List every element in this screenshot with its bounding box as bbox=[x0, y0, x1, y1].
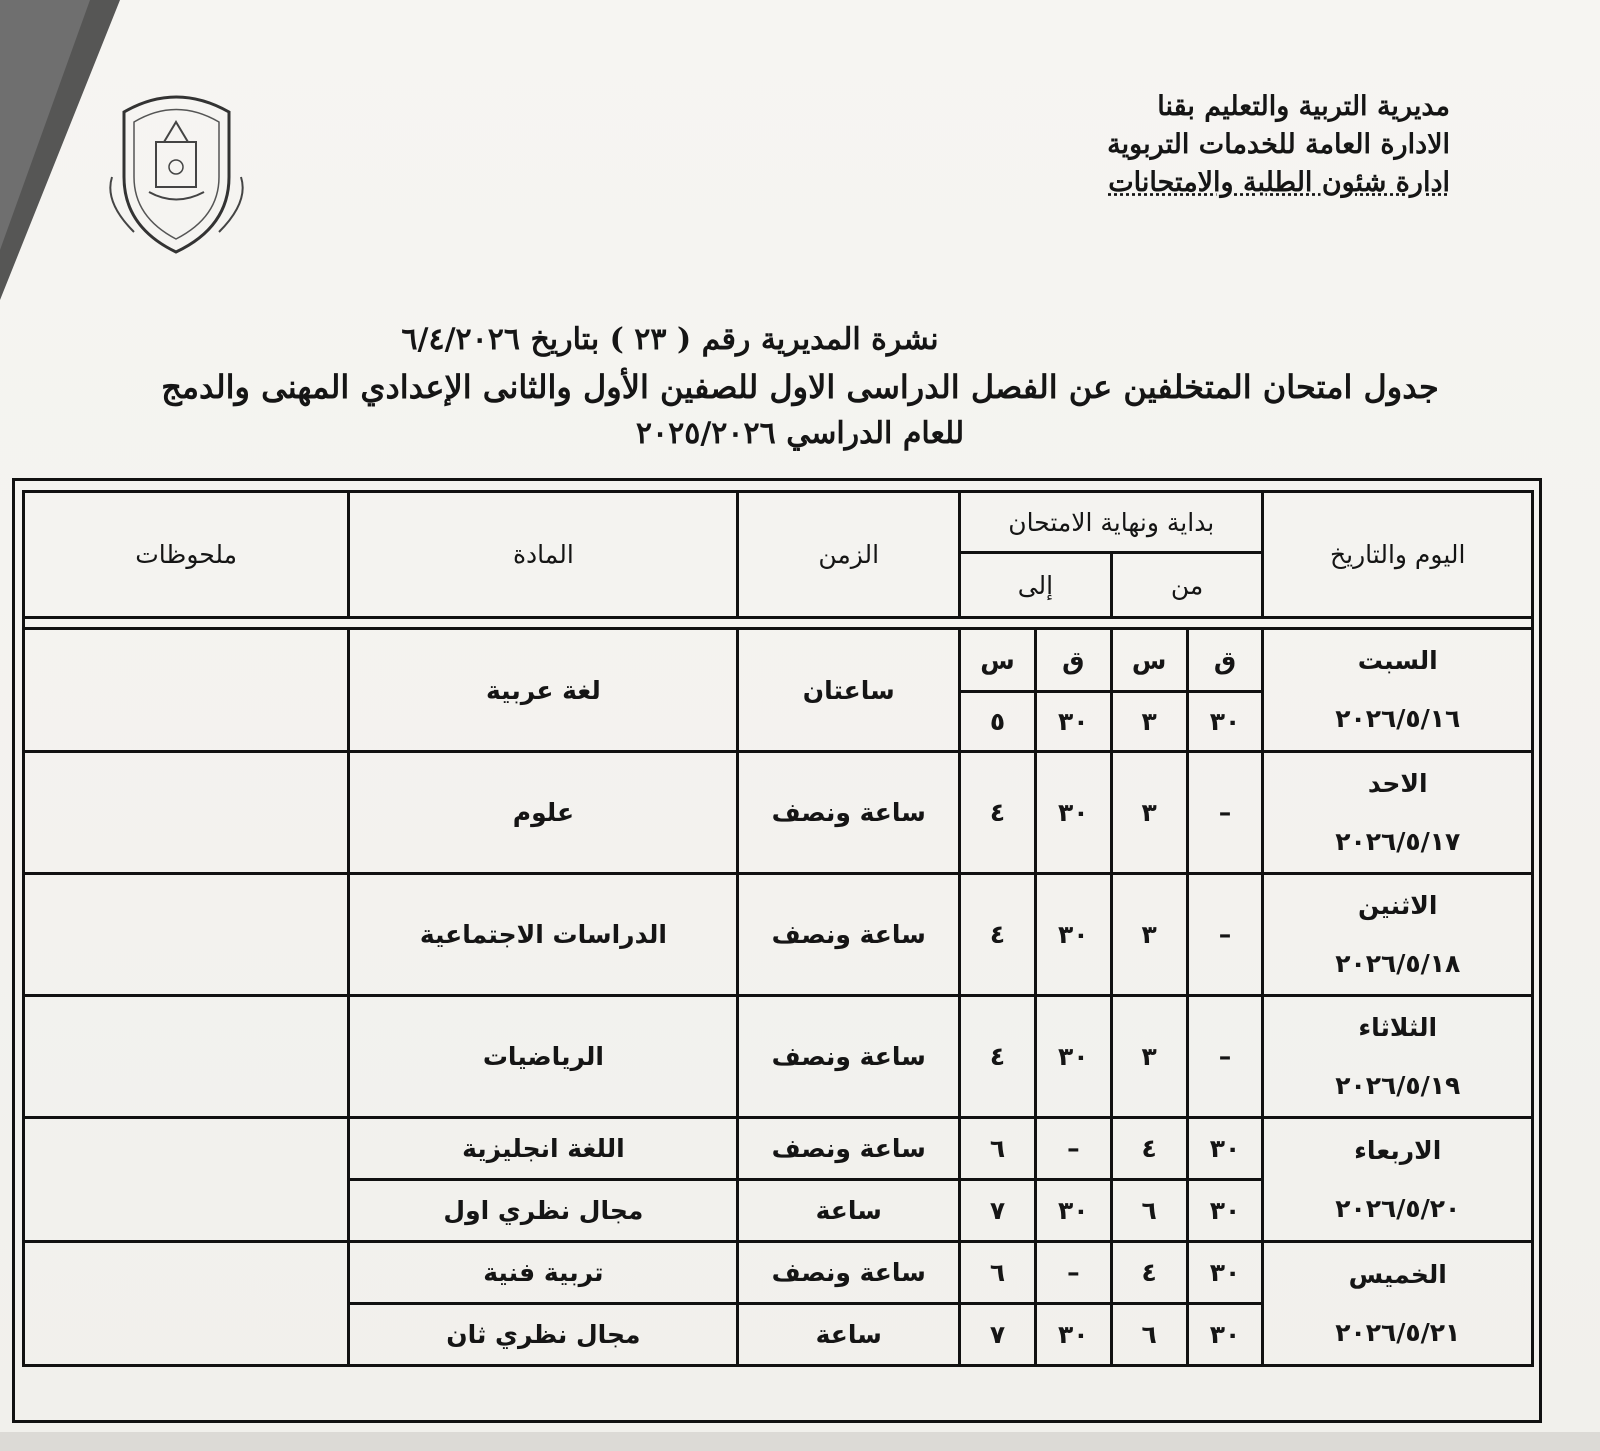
duration-cell: ساعتان bbox=[738, 629, 960, 752]
duration-cell: ساعة ونصف bbox=[738, 874, 960, 996]
notes-cell bbox=[24, 996, 349, 1118]
subject-cell: علوم bbox=[349, 752, 738, 874]
page-bottom-edge bbox=[0, 1432, 1600, 1451]
notes-cell bbox=[24, 629, 349, 752]
to-minute: ٣٠ bbox=[1035, 1180, 1111, 1242]
day-date-cell bbox=[1263, 1118, 1533, 1242]
to-minute: ٣٠ bbox=[1035, 1304, 1111, 1366]
subject-cell: مجال نظري ثان bbox=[349, 1304, 738, 1366]
to-hour: ٦ bbox=[960, 1242, 1036, 1304]
exam-date: ٢٠٢٦/٥/٢٠ bbox=[1335, 1193, 1461, 1223]
day-date-cell bbox=[1263, 996, 1533, 1118]
notes-cell bbox=[24, 1242, 349, 1366]
day-date-cell bbox=[1263, 752, 1533, 874]
notes-cell bbox=[24, 874, 349, 996]
notes-cell bbox=[24, 752, 349, 874]
day-name: الثلاثاء bbox=[1358, 1012, 1438, 1042]
day-name: الاربعاء bbox=[1354, 1135, 1442, 1165]
header-start-end: بداية ونهاية الامتحان bbox=[960, 492, 1263, 553]
from-minute: ٣٠ bbox=[1187, 692, 1263, 752]
subject-cell: تربية فنية bbox=[349, 1242, 738, 1304]
schedule-title: جدول امتحان المتخلفين عن الفصل الدراسى الاول للصفين الأول والثانى الإعدادي المهنى والدمج bbox=[161, 368, 1439, 406]
duration-cell: ساعة ونصف bbox=[738, 752, 960, 874]
header-day-date: اليوم والتاريخ bbox=[1263, 492, 1533, 618]
to-hour: ٧ bbox=[960, 1180, 1036, 1242]
subject-cell: اللغة انجليزية bbox=[349, 1118, 738, 1180]
header-from: من bbox=[1111, 553, 1263, 618]
duration-cell: ساعة ونصف bbox=[738, 1242, 960, 1304]
subject-cell: الرياضيات bbox=[349, 996, 738, 1118]
header-line-1: مديرية التربية والتعليم بقنا bbox=[1157, 91, 1450, 122]
page-fold-edge bbox=[0, 0, 90, 250]
from-hour: ٣ bbox=[1111, 752, 1187, 874]
from-minute: ٣٠ bbox=[1187, 1304, 1263, 1366]
from-hour: ٦ bbox=[1111, 1180, 1187, 1242]
to-hour: ٥ bbox=[960, 692, 1036, 752]
day-name: الاثنين bbox=[1357, 890, 1438, 920]
from-hour: ٦ bbox=[1111, 1304, 1187, 1366]
exam-date: ٢٠٢٦/٥/١٦ bbox=[1335, 704, 1461, 733]
from-hour: ٣ bbox=[1111, 874, 1187, 996]
from-hour: ٤ bbox=[1111, 1242, 1187, 1304]
duration-cell: ساعة ونصف bbox=[738, 1118, 960, 1180]
header-to: إلى bbox=[960, 553, 1112, 618]
exam-date: ٢٠٢٦/٥/١٩ bbox=[1335, 1070, 1461, 1100]
to-minute: ٣٠ bbox=[1035, 752, 1111, 874]
from-minute: – bbox=[1187, 752, 1263, 874]
day-name: السبت bbox=[1357, 646, 1438, 675]
exam-date: ٢٠٢٦/٥/١٨ bbox=[1335, 948, 1461, 978]
to-minute: ٣٠ bbox=[1035, 996, 1111, 1118]
to-minute: ٣٠ bbox=[1035, 692, 1111, 752]
header-line-2: الادارة العامة للخدمات التربوية bbox=[1107, 129, 1450, 160]
from-minute: – bbox=[1187, 874, 1263, 996]
from-minute: ٣٠ bbox=[1187, 1180, 1263, 1242]
academic-year: للعام الدراسي ٢٠٢٥/٢٠٢٦ bbox=[635, 416, 965, 451]
day-date-cell bbox=[1263, 1242, 1533, 1366]
directorate-header bbox=[1030, 88, 1450, 202]
to-hour: ٧ bbox=[960, 1304, 1036, 1366]
unit-hour: س bbox=[960, 629, 1036, 692]
subject-cell: مجال نظري اول bbox=[349, 1180, 738, 1242]
unit-minute: ق bbox=[1035, 629, 1111, 692]
duration-cell: ساعة bbox=[738, 1180, 960, 1242]
from-hour: ٣ bbox=[1111, 692, 1187, 752]
unit-minute: ق bbox=[1187, 629, 1263, 692]
subject-cell: لغة عربية bbox=[349, 629, 738, 752]
header-separator bbox=[24, 618, 1533, 629]
exam-date: ٢٠٢٦/٥/١٧ bbox=[1335, 826, 1461, 856]
duration-cell: ساعة ونصف bbox=[738, 996, 960, 1118]
from-minute: ٣٠ bbox=[1187, 1118, 1263, 1180]
bulletin-number: نشرة المديرية رقم ( ٢٣ ) بتاريخ ٦/٤/٢٠٢٦ bbox=[401, 322, 939, 357]
from-hour: ٤ bbox=[1111, 1118, 1187, 1180]
subject-cell: الدراسات الاجتماعية bbox=[349, 874, 738, 996]
day-date-cell bbox=[1263, 629, 1533, 752]
to-minute: – bbox=[1035, 1118, 1111, 1180]
to-hour: ٦ bbox=[960, 1118, 1036, 1180]
header-duration: الزمن bbox=[738, 492, 960, 618]
exam-date: ٢٠٢٦/٥/٢١ bbox=[1335, 1317, 1461, 1347]
day-name: الاحد bbox=[1367, 768, 1428, 798]
header-subject: المادة bbox=[349, 492, 738, 618]
day-name: الخميس bbox=[1348, 1259, 1447, 1289]
from-minute: ٣٠ bbox=[1187, 1242, 1263, 1304]
to-minute: – bbox=[1035, 1242, 1111, 1304]
exam-schedule-table bbox=[22, 490, 1534, 1367]
header-line-3: ادارة شئون الطلبة والامتحانات bbox=[1108, 167, 1450, 198]
to-minute: ٣٠ bbox=[1035, 874, 1111, 996]
to-hour: ٤ bbox=[960, 752, 1036, 874]
day-date-cell bbox=[1263, 874, 1533, 996]
ministry-seal-icon bbox=[104, 82, 249, 257]
to-hour: ٤ bbox=[960, 996, 1036, 1118]
from-minute: – bbox=[1187, 996, 1263, 1118]
document-titles bbox=[0, 318, 1600, 456]
from-hour: ٣ bbox=[1111, 996, 1187, 1118]
to-hour: ٤ bbox=[960, 874, 1036, 996]
duration-cell: ساعة bbox=[738, 1304, 960, 1366]
notes-cell bbox=[24, 1118, 349, 1242]
unit-hour: س bbox=[1111, 629, 1187, 692]
header-notes: ملحوظات bbox=[24, 492, 349, 618]
